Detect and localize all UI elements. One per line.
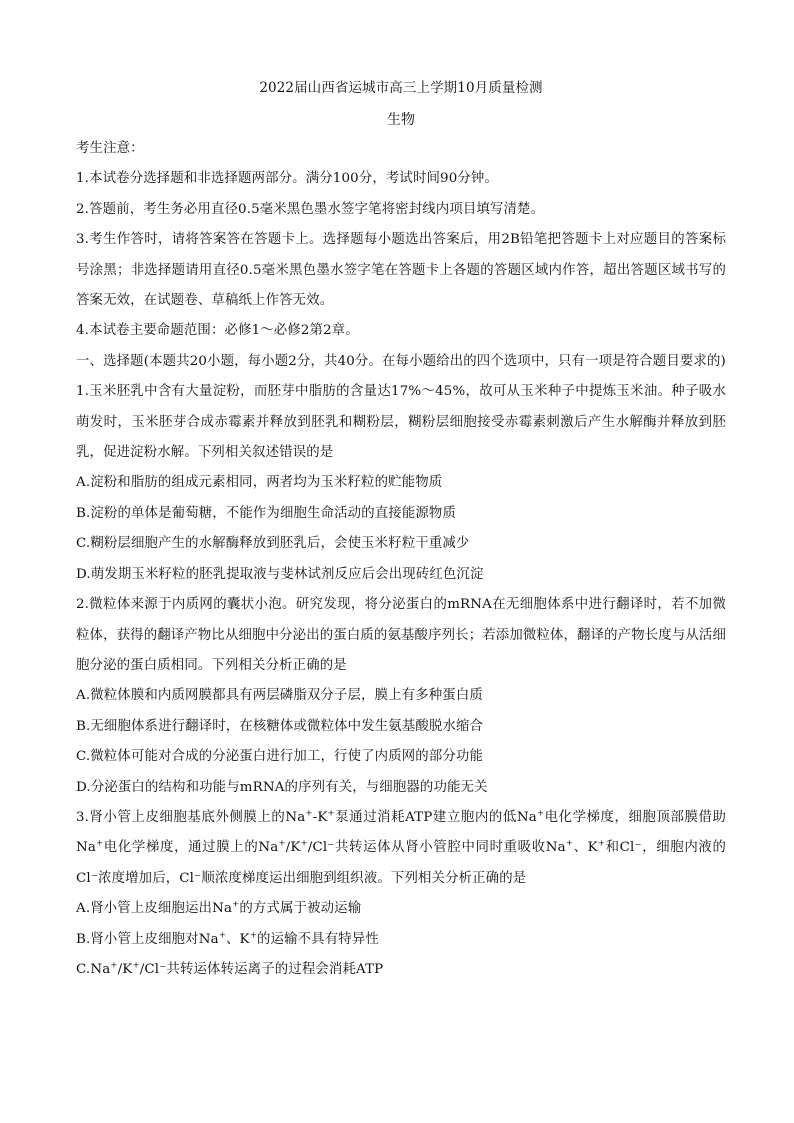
q3-text: 电化学梯度，细胞顶部膜借助Na xyxy=(76,809,726,856)
q3c-sup: + xyxy=(110,960,118,971)
exam-page xyxy=(76,78,726,985)
question-2-option-c: C.微粒体可能对合成的分泌蛋白进行加工，行使了内质网的部分功能 xyxy=(76,749,484,765)
q3c-text: /K xyxy=(117,961,133,977)
q3-text: /K xyxy=(285,840,301,856)
q3-text: -K xyxy=(312,809,328,825)
q3c-sup: + xyxy=(132,960,140,971)
question-1-stem: 1.玉米胚乳中含有大量淀粉，而胚芽中脂肪的含量达17%～45%，故可从玉米种子中提炼玉米油。种子吸水萌发时，玉米胚芽合成赤霉素并释放到胚乳和糊粉层，糊粉层细胞接受赤霉素刺激后产生水解酶并释放到胚乳，促进淀粉水解。下列相关叙述错误的是 xyxy=(76,384,726,461)
question-3-option-b xyxy=(76,925,726,955)
section-heading: 一、选择题(本题共20小题，每小题2分，共40分。在每小题给出的四个选项中，只有一项是符合题目要求的) xyxy=(76,353,726,369)
q3a-text: A.肾小管上皮细胞运出Na xyxy=(76,901,233,917)
q3b-text: B.肾小管上皮细胞对Na xyxy=(76,931,219,947)
question-1-option-b: B.淀粉的单体是葡萄糖，不能作为细胞生命活动的直接能源物质 xyxy=(76,505,456,521)
exam-title: 2022届山西省运城市高三上学期10月质量检测 xyxy=(259,80,543,96)
notice-item: 4.本试卷主要命题范围：必修1～必修2第2章。 xyxy=(76,323,359,339)
exam-subject: 生物 xyxy=(387,112,415,128)
question-2-option-b: B.无细胞体系进行翻译时，在核糖体或微粒体中发生氨基酸脱水缩合 xyxy=(76,718,484,734)
q3-sup: + xyxy=(96,838,104,849)
q3b-sup: + xyxy=(218,930,227,941)
q3-sup: + xyxy=(536,808,545,819)
question-1-option-d: D.萌发期玉米籽粒的胚乳提取液与斐林试剂反应后会出现砖红色沉淀 xyxy=(76,566,484,582)
notice-heading: 考生注意： xyxy=(76,141,144,156)
q3-sup: + xyxy=(565,838,574,849)
q3-text: 和Cl⁻，细胞内液的Cl⁻浓度增加后，Cl⁻顺浓度梯度运出细胞到组织液。下列相关分析正确的是 xyxy=(76,840,726,886)
q3-text: /Cl⁻共转运体从肾小管腔中同时重吸收Na xyxy=(307,840,566,856)
q3-text: 、K xyxy=(573,840,598,856)
q3b-text: 、K xyxy=(226,931,250,947)
q3-sup: + xyxy=(300,838,308,849)
q3-sup: + xyxy=(305,808,313,819)
q3b-sup: + xyxy=(249,930,257,941)
q3c-text: /Cl⁻共转运体转运离子的过程会消耗ATP xyxy=(139,961,384,977)
question-1-option-c: C.糊粉层细胞产生的水解酶释放到胚乳后，会使玉米籽粒干重减少 xyxy=(76,536,470,552)
q3-text: 泵通过消耗ATP建立胞内的低Na xyxy=(334,809,537,825)
q3b-text: 的运输不具有特异性 xyxy=(257,931,379,947)
q3-sup: + xyxy=(327,808,335,819)
question-2-stem: 2.微粒体来源于内质网的囊状小泡。研究发现，将分泌蛋白的mRNA在无细胞体系中进行翻译时，若不加微粒体，获得的翻译产物比从细胞中分泌出的蛋白质的氨基酸序列长；若添加微粒体，翻译的产物长度与从活细胞分泌的蛋白质相同。下列相关分析正确的是 xyxy=(76,597,726,673)
question-3-option-c xyxy=(76,955,726,985)
question-2-option-d: D.分泌蛋白的结构和功能与mRNA的序列有关，与细胞器的功能无关 xyxy=(76,779,488,795)
q3a-sup: + xyxy=(232,899,240,910)
question-3-option-a xyxy=(76,894,726,924)
notice-item: 2.答题前，考生务必用直径0.5毫米黑色墨水签字笔将密封线内项目填写清楚。 xyxy=(76,201,545,217)
notice-item: 1.本试卷分选择题和非选择题两部分。满分100分，考试时间90分钟。 xyxy=(76,171,499,187)
q3a-text: 的方式属于被动运输 xyxy=(239,901,362,917)
q3-text: 3.肾小管上皮细胞基底外侧膜上的Na xyxy=(76,809,306,825)
q3-text: 电化学梯度，通过膜上的Na xyxy=(103,840,279,856)
notice-item: 3.考生作答时，请将答案答在答题卡上。选择题每小题选出答案后，用2B铅笔把答题卡上对应题目的答案标号涂黑；非选择题请用直径0.5毫米黑色墨水签字笔在答题卡上各题的答题区域内作答，超出答题区域书写的答案无效，在试题卷、草稿纸上作答无效。 xyxy=(76,232,726,309)
q3c-text: C.Na xyxy=(76,961,111,977)
question-2-option-a: A.微粒体膜和内质网膜都具有两层磷脂双分子层，膜上有多种蛋白质 xyxy=(76,688,483,704)
q3-sup: + xyxy=(597,838,606,849)
question-1-option-a: A.淀粉和脂肪的组成元素相同，两者均为玉米籽粒的贮能物质 xyxy=(76,475,443,491)
q3-sup: + xyxy=(278,838,286,849)
question-3-stem xyxy=(76,803,726,894)
